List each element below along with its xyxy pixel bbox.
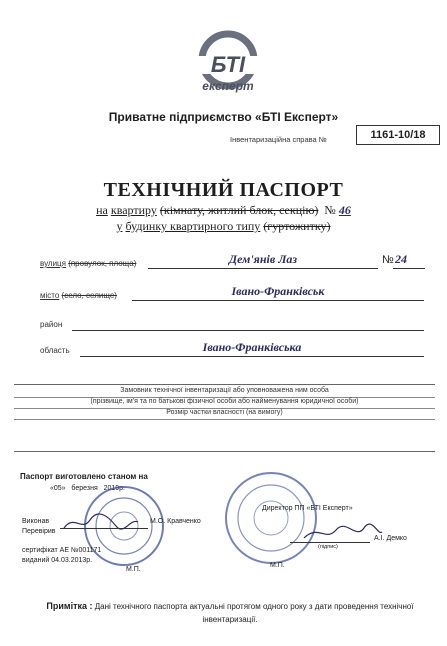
street-label xyxy=(40,259,136,268)
certificate-issued: виданий 04.03.2013р. xyxy=(22,557,93,564)
district-label: район xyxy=(40,320,63,329)
house-value: 24 xyxy=(395,252,407,266)
bti-logo xyxy=(190,28,266,100)
note-label: Примітка : xyxy=(46,601,93,611)
house-label: № xyxy=(382,254,394,266)
customer-divider-3 xyxy=(14,419,435,420)
street-underline xyxy=(148,268,378,269)
subtitle-building xyxy=(0,219,447,234)
street-value: Дем'янів Лаз xyxy=(228,252,298,266)
checker-label: Перевірив xyxy=(22,528,56,535)
apartment-number: 46 xyxy=(338,203,351,217)
mp-right: М.П. xyxy=(270,562,285,569)
city-label-struck: (село, селище) xyxy=(61,291,117,300)
right-stamp xyxy=(223,470,319,571)
district-underline xyxy=(72,330,424,331)
city-value: Івано-Франківськ xyxy=(231,284,325,298)
customer-line2: (прізвище, ім'я та по батькові фізичної особи або найменування юридичної особи) xyxy=(90,398,359,405)
house-underline xyxy=(393,268,425,269)
director-signature-line xyxy=(290,542,370,543)
subtitle-u: у xyxy=(116,219,123,233)
signature-caption: (підпис) xyxy=(318,544,338,550)
page-title: ТЕХНІЧНИЙ ПАСПОРТ xyxy=(103,179,344,201)
date-month: березня xyxy=(71,485,98,492)
date-year: 2019р. xyxy=(103,485,126,492)
note xyxy=(30,600,430,626)
street-label-struck: (провулок, площа) xyxy=(68,259,137,268)
customer-block xyxy=(14,384,435,452)
subtitle-budynku: будинку квартирного типу xyxy=(125,219,261,233)
performer-name: М.О. Кравченко xyxy=(150,518,201,525)
certificate: сертифікат АЕ №001171 xyxy=(22,547,102,554)
prepared-label: Паспорт виготовлено станом на xyxy=(20,472,148,481)
company-name: Приватне підприємство «БТІ Експерт» xyxy=(108,110,339,124)
director-title: Директор ПП «БТІ Експерт» xyxy=(262,505,353,512)
region-underline xyxy=(80,356,424,357)
director-signature xyxy=(300,522,384,549)
subtitle-na: на xyxy=(96,203,108,217)
subtitle-struck-hostel: (гуртожитку) xyxy=(263,219,331,233)
subtitle-no: № xyxy=(324,203,336,217)
customer-line3: Розмір частки власності (на вимогу) xyxy=(166,409,283,416)
city-underline xyxy=(132,300,424,301)
director-name: А.І. Демко xyxy=(374,535,407,542)
mp-left: М.П. xyxy=(126,566,141,573)
street-label-main: вулиця xyxy=(40,259,66,268)
inventory-label: Інвентаризаційна справа № xyxy=(230,135,327,144)
subtitle-kvartyru: квартиру xyxy=(110,203,157,217)
performer-label: Виконав xyxy=(22,518,50,525)
subtitle-struck-options: (кімнату, житлий блок, секцію) xyxy=(159,203,319,217)
region-value: Івано-Франківська xyxy=(202,340,302,354)
region-label: область xyxy=(40,346,70,355)
subtitle-object xyxy=(0,203,447,218)
logo-tagline: експерт xyxy=(202,79,254,93)
note-text: Дані технічного паспорта актуальні протягом одного року з дати проведення технічної інвентаризації. xyxy=(94,602,414,624)
date-day: «05» xyxy=(50,485,66,492)
city-label xyxy=(40,291,117,300)
customer-line1: Замовник технічної інвентаризації або уповноважена ним особа xyxy=(120,387,329,394)
performer-signature xyxy=(60,510,140,539)
inventory-number: 1161-10/18 xyxy=(356,125,440,145)
city-label-main: місто xyxy=(40,291,60,300)
logo-mark: БТІ xyxy=(210,52,246,77)
